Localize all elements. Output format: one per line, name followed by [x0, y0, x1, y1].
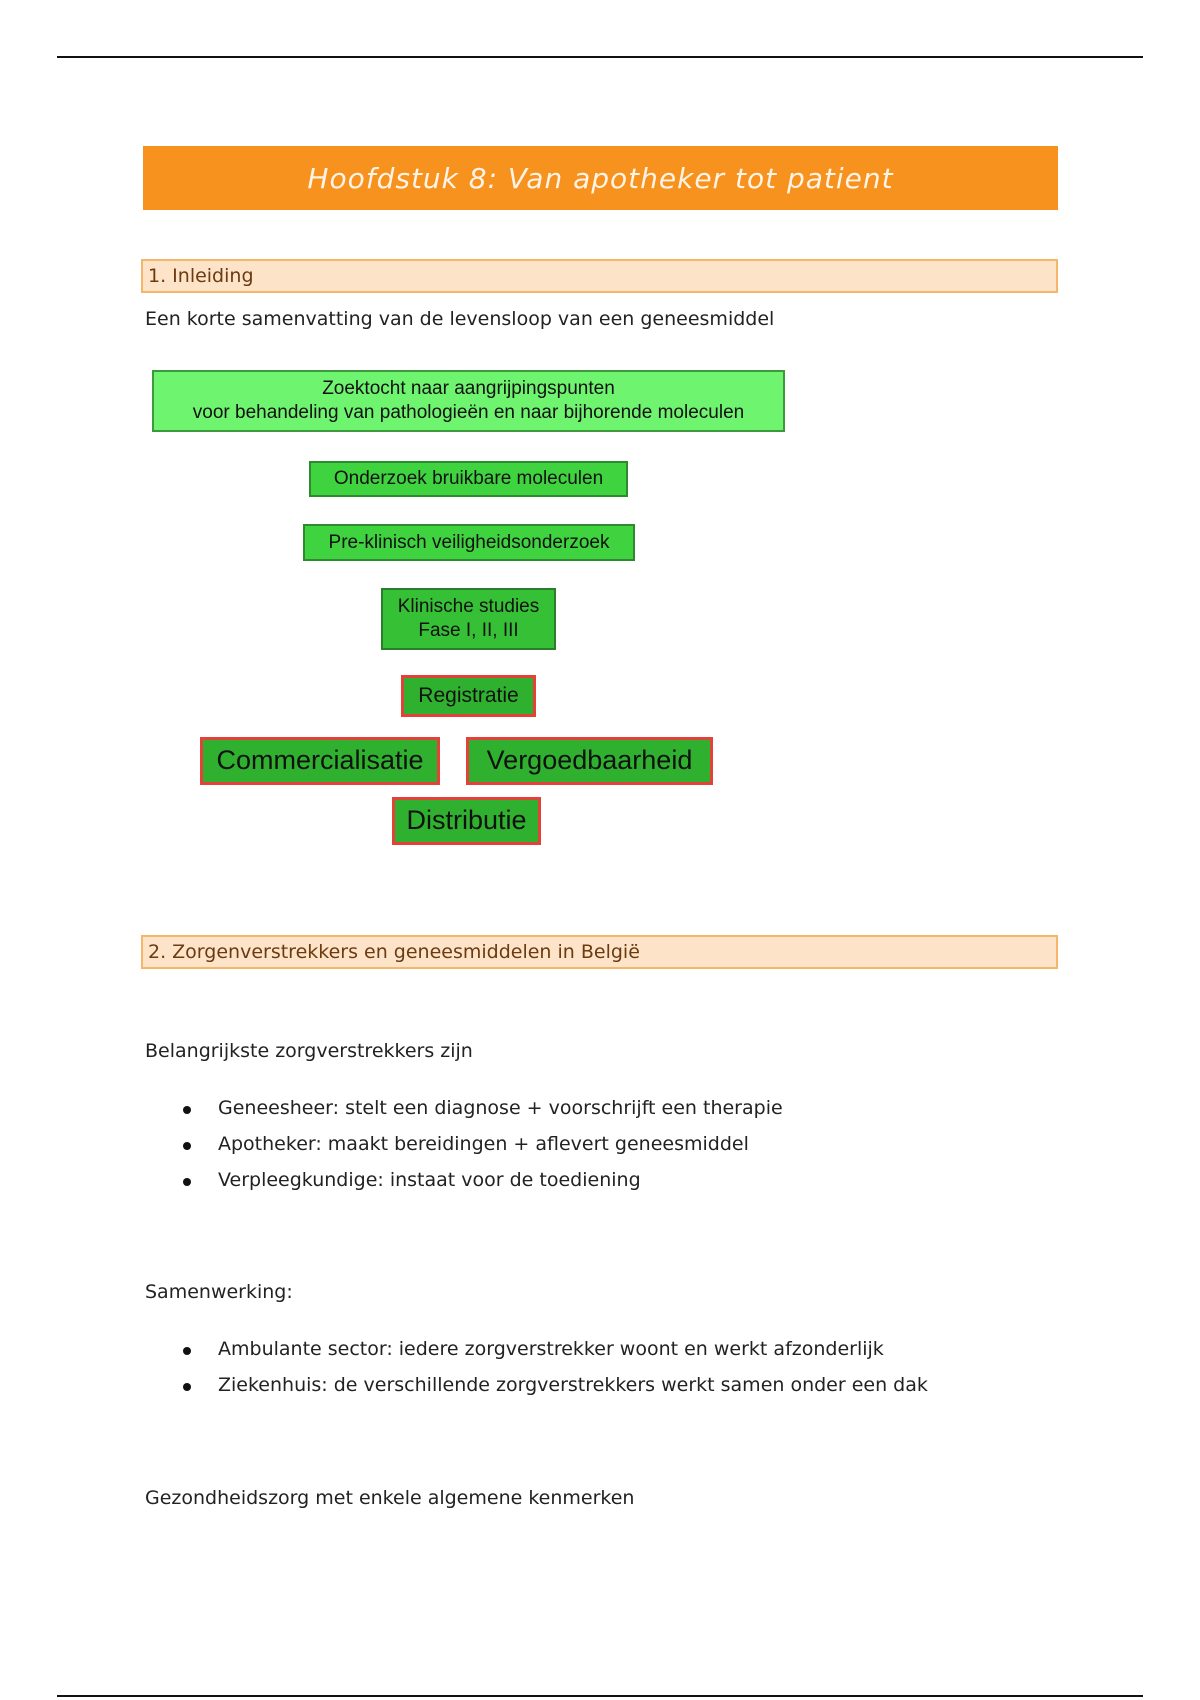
list-item: [145, 1097, 783, 1133]
flow-box-vergoedbaarheid: Vergoedbaarheid: [466, 737, 713, 785]
section-heading-label: 1. Inleiding: [148, 265, 254, 287]
kenmerken-intro: Gezondheidszorg met enkele algemene kenmerken: [145, 1487, 635, 1509]
intro-paragraph: Een korte samenvatting van de levensloop van een geneesmiddel: [145, 308, 775, 330]
flow-box-klinisch-line2: Fase I, II, III: [418, 620, 519, 641]
flow-box-preklinisch: Pre-klinisch veiligheidsonderzoek: [303, 524, 635, 561]
samenwerking-intro: Samenwerking:: [145, 1281, 293, 1303]
bottom-rule: [57, 1695, 1143, 1697]
zorg-intro: Belangrijkste zorgverstrekkers zijn: [145, 1040, 473, 1062]
flow-box-distributie: Distributie: [392, 797, 541, 845]
flow-box-klinisch: [381, 588, 556, 650]
list-item-text: Verpleegkundige: instaat voor de toediening: [218, 1169, 641, 1191]
section-heading-label: 2. Zorgenverstrekkers en geneesmiddelen in België: [148, 941, 640, 963]
list-item-text: Ziekenhuis: de verschillende zorgverstrekkers werkt samen onder een dak: [218, 1374, 928, 1396]
section-heading-zorgverstrekkers: [141, 935, 1058, 969]
list-item-text: Apotheker: maakt bereidingen + aflevert geneesmiddel: [218, 1133, 749, 1155]
flow-box-klinisch-line1: Klinische studies: [397, 596, 540, 618]
bullet-icon: [183, 1347, 191, 1355]
bullet-icon: [183, 1106, 191, 1114]
chapter-banner: [143, 146, 1058, 210]
flow-box-commercialisatie: Commercialisatie: [200, 737, 440, 785]
list-item: [145, 1374, 928, 1410]
top-rule: [57, 56, 1143, 58]
list-item-text: Ambulante sector: iedere zorgverstrekker woont en werkt afzonderlijk: [218, 1338, 884, 1360]
flow-box-zoektocht-line2: voor behandeling van pathologieën en naar bijhorende moleculen: [192, 402, 745, 423]
list-item: [145, 1133, 783, 1169]
flow-box-onderzoek: Onderzoek bruikbare moleculen: [309, 461, 628, 497]
list-item-text: Geneesheer: stelt een diagnose + voorschrijft een therapie: [218, 1097, 783, 1119]
section-heading-inleiding: [141, 259, 1058, 293]
bullet-icon: [183, 1142, 191, 1150]
flow-box-zoektocht: [152, 370, 785, 432]
zorgverstrekkers-list: [145, 1097, 783, 1205]
list-item: [145, 1338, 928, 1374]
bullet-icon: [183, 1178, 191, 1186]
samenwerking-list: [145, 1338, 928, 1410]
flow-box-registratie: Registratie: [401, 675, 536, 717]
bullet-icon: [183, 1383, 191, 1391]
list-item: [145, 1169, 783, 1205]
chapter-title: Hoofdstuk 8: Van apotheker tot patient: [307, 161, 894, 195]
flow-box-zoektocht-line1: Zoektocht naar aangrijpingspunten: [322, 378, 615, 400]
